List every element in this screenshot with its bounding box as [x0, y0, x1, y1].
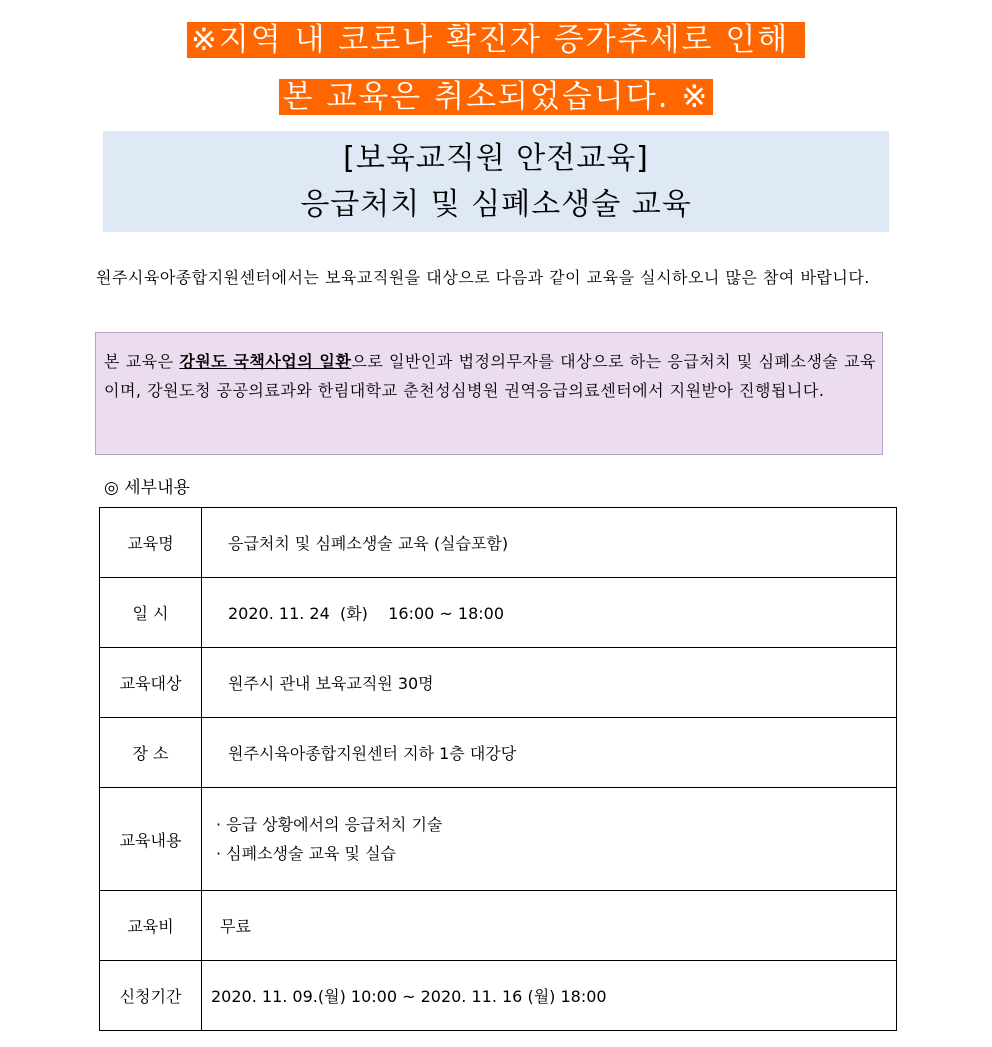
table-row — [100, 718, 897, 788]
row-label: 교육대상 — [100, 648, 202, 718]
table-row — [100, 961, 897, 1031]
table-row — [100, 788, 897, 891]
title-line1: [보육교직원 안전교육] — [343, 141, 649, 176]
row-label: 교육명 — [100, 508, 202, 578]
row-value: 원주시 관내 보육교직원 30명 — [202, 648, 897, 718]
row-value: 2020. 11. 09.(월) 10:00 ~ 2020. 11. 16 (월) 18:00 — [202, 961, 897, 1031]
row-label: 교육비 — [100, 891, 202, 961]
intro-paragraph: 원주시육아종합지원센터에서는 보육교직원을 대상으로 다음과 같이 교육을 실시하오니 많은 참여 바랍니다. — [96, 268, 870, 287]
row-label: 교육내용 — [100, 788, 202, 891]
content-item: · 심폐소생술 교육 및 실습 — [216, 844, 396, 863]
info-highlight: 강원도 국책사업의 일환 — [179, 352, 352, 371]
row-value: 원주시육아종합지원센터 지하 1층 대강당 — [202, 718, 897, 788]
content-item: · 응급 상황에서의 응급처치 기술 — [216, 815, 443, 834]
table-row — [100, 508, 897, 578]
row-value: 무료 — [202, 891, 897, 961]
info-box — [95, 332, 883, 455]
section-title: ◎ 세부내용 — [104, 478, 190, 498]
table-row — [100, 578, 897, 648]
row-value: 2020. 11. 24 (화) 16:00 ~ 18:00 — [202, 578, 897, 648]
title-line2: 응급처치 및 심폐소생술 교육 — [300, 187, 692, 222]
row-value-list — [202, 788, 897, 891]
cancel-notice-text2: 본 교육은 취소되었습니다. ※ — [279, 79, 714, 115]
cancel-notice-line1 — [0, 20, 992, 60]
info-suffix: 으로 일반인과 법정의무자를 대상으로 하는 응급처치 및 심폐소생술 교육이며, 강원도청 공공의료과와 한림대학교 춘천성심병원 권역응급의료센터에서 지원받아 진행됩니다. — [104, 352, 877, 400]
row-label: 일 시 — [100, 578, 202, 648]
cancel-notice-text1: ※지역 내 코로나 확진자 증가추세로 인해 — [187, 22, 805, 58]
table-row — [100, 648, 897, 718]
row-label: 장 소 — [100, 718, 202, 788]
detail-table — [99, 507, 897, 1031]
cancel-notice-line2 — [0, 77, 992, 117]
table-row — [100, 891, 897, 961]
row-label: 신청기간 — [100, 961, 202, 1031]
row-value: 응급처치 및 심폐소생술 교육 (실습포함) — [202, 508, 897, 578]
info-prefix: 본 교육은 — [104, 352, 180, 371]
title-box — [103, 131, 889, 232]
